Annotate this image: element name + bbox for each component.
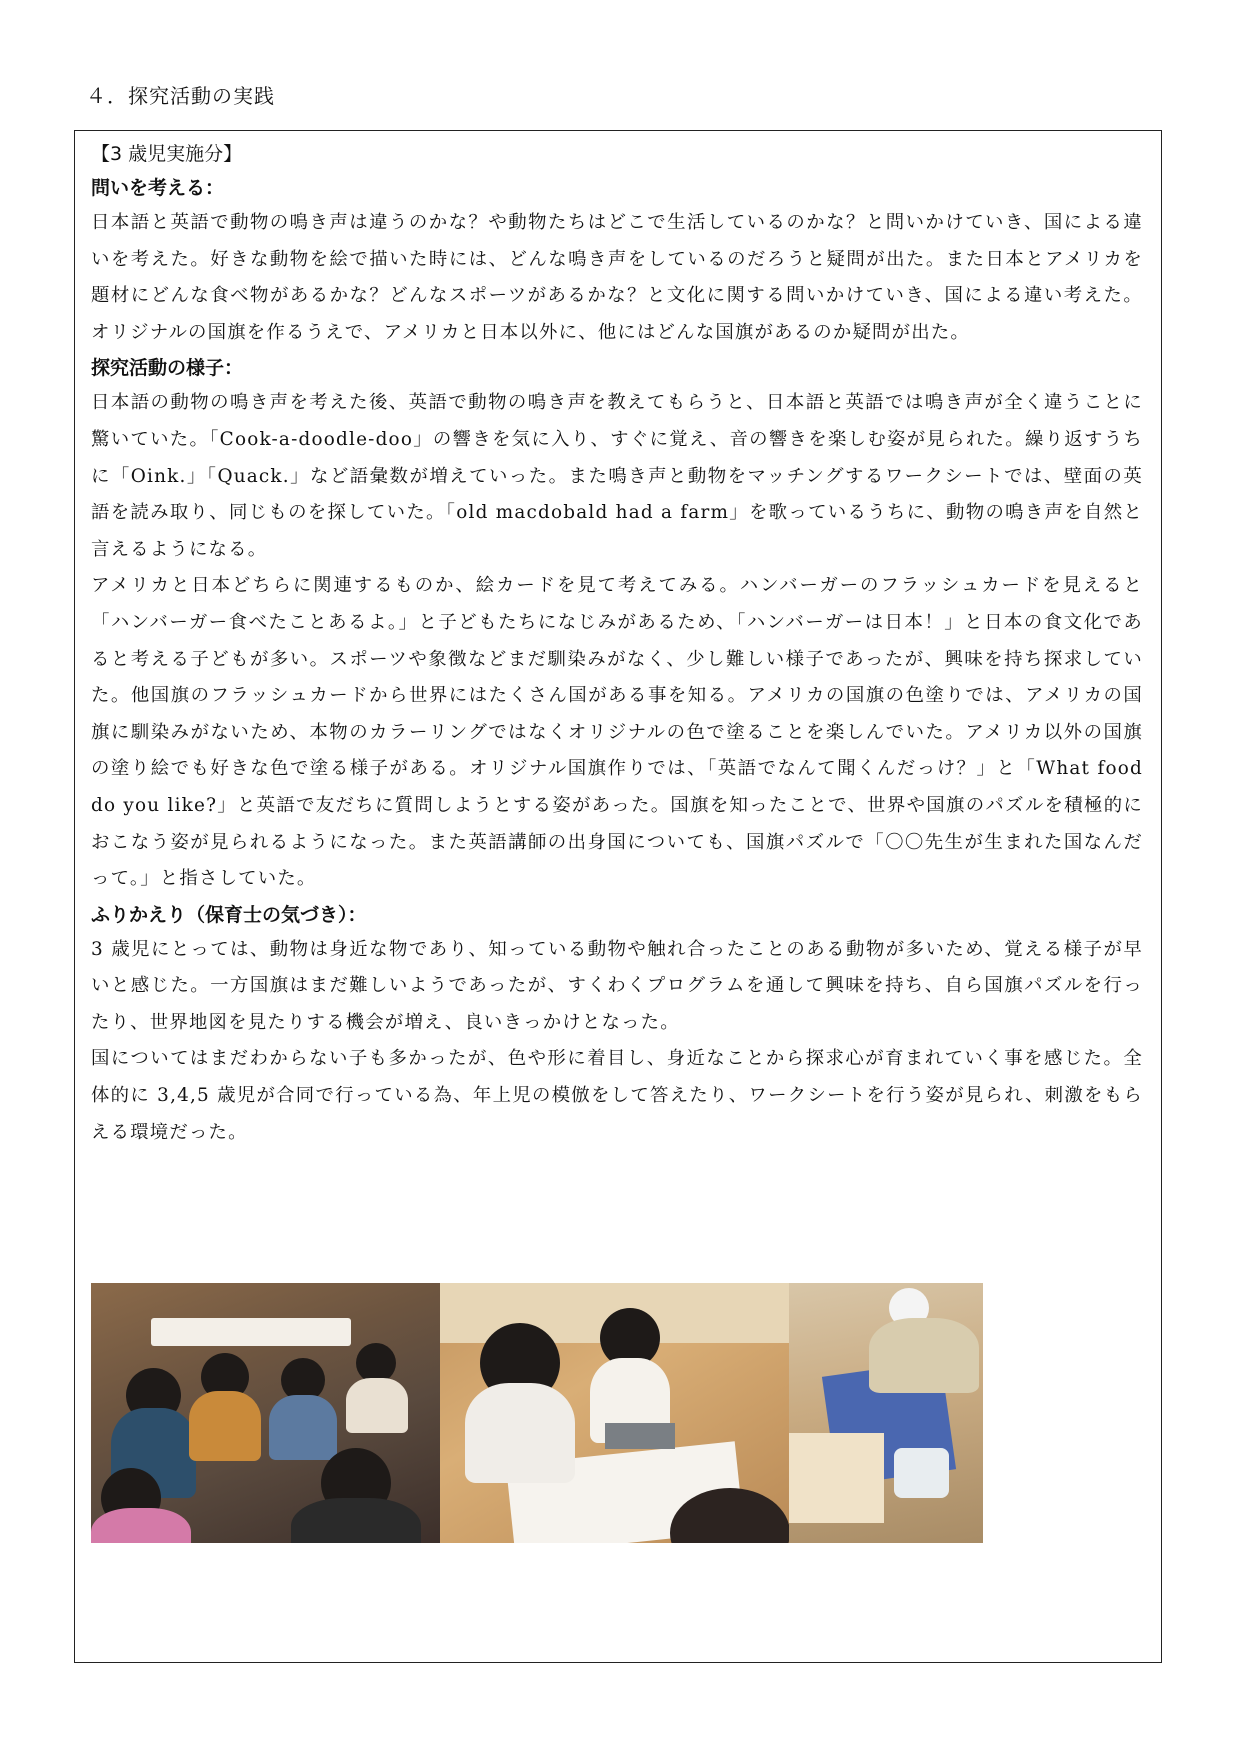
content-text (91, 137, 1143, 1151)
photo-children-flag-puzzle (789, 1283, 983, 1543)
photo-children-sitting-floor (91, 1283, 440, 1543)
section-title-questions: 問いを考える： (91, 177, 225, 199)
content-box (74, 130, 1162, 1663)
section-title-reflection: ふりかえり（保育士の気づき）： (91, 903, 367, 926)
section-paragraph: 3 歳児にとっては、動物は身近な物であり、知っている動物や触れ合ったことのある動物が多いため、覚える様子が早いと感じた。一方国旗はまだ難しいようであったが、すくわくプログラムを通して興味を持ち、自ら国旗パズルを行ったり、世界地図を見たりする機会が増え、良いきっかけとなった。 (91, 938, 1143, 1033)
age-group-label: 【3 歳児実施分】 (91, 143, 243, 165)
section-title-activities: 探究活動の様子： (91, 357, 244, 380)
photo-strip (91, 1283, 983, 1543)
section-paragraph: 国についてはまだわからない子も多かったが、色や形に着目し、身近なことから探求心が育まれていく事を感じた。全体的に 3,4,5 歳児が合同で行っている為、年上児の模倣をして答えたり、ワークシートを行う姿が見られ、刺激をもらえる環境だった。 (91, 1048, 1143, 1143)
section-paragraph: 日本語と英語で動物の鳴き声は違うのかな？や動物たちはどこで生活しているのかな？と問いかけていき、国による違いを考えた。好きな動物を絵で描いた時には、どんな鳴き声をしているのだろうと疑問が出た。また日本とアメリカを題材にどんな食べ物があるかな？どんなスポーツがあるかな？と文化に関する問いかけていき、国による違い考えた。オリジナルの国旗を作るうえで、アメリカと日本以外に、他にはどんな国旗があるのか疑問が出た。 (91, 212, 1143, 343)
section-paragraph: アメリカと日本どちらに関連するものか、絵カードを見て考えてみる。ハンバーガーのフラッシュカードを見えると「ハンバーガー食べたことあるよ。」と子どもたちになじみがあるため、「ハンバーガーは日本！」と日本の食文化であると考える子どもが多い。スポーツや象徴などまだ馴染みがなく、少し難しい様子であったが、興味を持ち探求していた。他国旗のフラッシュカードから世界にはたくさん国がある事を知る。アメリカの国旗の色塗りでは、アメリカの国旗に馴染みがないため、本物のカラーリングではなくオリジナルの色で塗ることを楽しんでいた。アメリカ以外の国旗の塗り絵でも好きな色で塗る様子がある。オリジナル国旗作りでは、「英語でなんて聞くんだっけ？」と「What food do you like?」と英語で友だちに質問しようとする姿があった。国旗を知ったことで、世界や国旗のパズルを積極的におこなう姿が見られるようになった。また英語講師の出身国についても、国旗パズルで「〇〇先生が生まれた国なんだって。」と指さしていた。 (91, 575, 1143, 890)
section-paragraph: 日本語の動物の鳴き声を考えた後、英語で動物の鳴き声を教えてもらうと、日本語と英語では鳴き声が全く違うことに驚いていた。「Cook-a-doodle-doo」の響きを気に入り、すぐに覚え、音の響きを楽しむ姿が見られた。繰り返すうちに「Oink.」「Quack.」など語彙数が増えていった。また鳴き声と動物をマッチングするワークシートでは、壁面の英語を読み取り、同じものを探していた。「old macdobald had a farm」を歌っているうちに、動物の鳴き声を自然と言えるようになる。 (91, 392, 1143, 560)
page-heading: ４．探究活動の実践 (86, 84, 275, 108)
photo-children-coloring (440, 1283, 789, 1543)
